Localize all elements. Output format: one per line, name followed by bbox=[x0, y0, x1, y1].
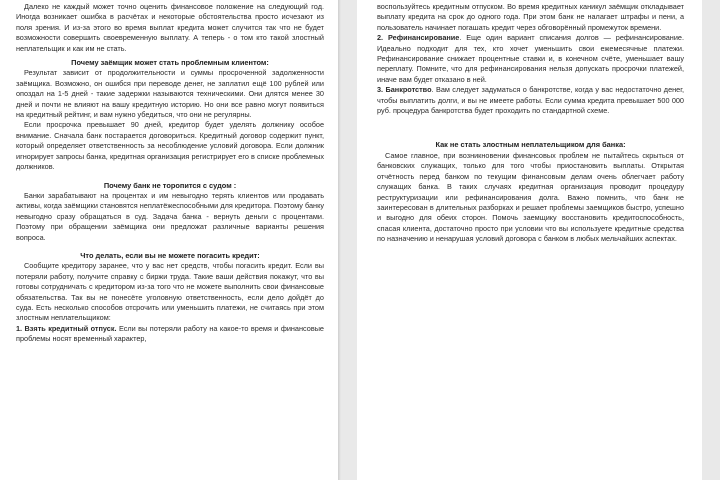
paragraph-credit-holiday-cont: воспользуйтесь кредитным отпуском. Во время кредитных каникул заёмщик откладывает выплату кредита на срок до одного года. При этом банк не налагает штрафы и пени, а пользователь начинает погашать кредит через обговорённый промежуток времени. bbox=[377, 2, 684, 32]
list-item-label: 3. Банкротство bbox=[377, 85, 432, 95]
paragraph-overdue-90-days: Если просрочка превышает 90 дней, кредитор будет уделять должнику особое внимание. Сначала банк постарается договориться. Кредитный договор содержит пункт, который определяет ответственность за несоблюдение условий договора. Если должник игнорирует запросы банка, кредитная организация регистрирует его в списке проблемных должников. bbox=[16, 120, 324, 172]
list-item-text: Если вы потеряли работу на какое-то время и финансовые проблемы носят временный характер, bbox=[16, 323, 324, 344]
document-page-left bbox=[0, 0, 338, 480]
paragraph-overdue-result: Результат зависит от продолжительности и суммы просроченной задолженности заёмщика. Возможно, он ошибся при переводе денег, не заплатил ещё 100 рублей или опоздал на 1-5 дней - такие задержки называются техническими. Они длятся менее 30 дней и почти не влияют на вашу кредитную историю. Но они все равно могут появиться на кредитный рейтинг, и вам нужно убедиться, что они не регулярны. bbox=[16, 68, 324, 120]
list-item-bankruptcy bbox=[377, 85, 684, 116]
heading-problem-client: Почему заёмщик может стать проблемным клиентом: bbox=[71, 58, 269, 68]
paragraph-main-advice: Самое главное, при возникновении финансовых проблем не пытайтесь скрыться от банковских служащих, только для того чтобы приостановить выплаты. Открытая отчётность перед банком по текущим финансовым делам очень облегчает работу служащих банка. В таких случаях кредитная организация проводит процедуру реструктуризации или рефинансирования долга. Важно помнить, что банк не заинтересован в длительных разборках и решает проблемы заемщиков быстро, успешно и выгодно для обеих сторон. Помочь заемщику восстановить кредитоспособность, спасая клиента, достаточно просто при условии что вы используете кредитные средства по назначению и ненарушая условий договора с банком в любых мельчайших аспектах. bbox=[377, 150, 684, 244]
paragraph-inform-creditor: Сообщите кредитору заранее, что у вас нет средств, чтобы погасить кредит. Если вы потеряли работу, получите справку с биржи труда. Такие ваши действия покажут, что вы готовы сотрудничать с кредитором из-за того что не можете выполнить свои финансовые обязательства. Так вы не понесёте уголовную ответственность, если дело дойдёт до суда. Есть несколько способов отсрочить или уменьшить платежи, не считаясь при этом злостным неплательщиком: bbox=[16, 261, 324, 323]
intro-paragraph: Далеко не каждый может точно оценить финансовое положение на следующий год. Иногда возникает ошибка в расчётах и некоторые обстоятельства просто исчезают из поля зрения. И из-за этого во время выплат кредита может случится так что не будет возможности совершить своевременную выплату. А теперь - о том кто такой злостный неплательщик и как им не стать. bbox=[16, 2, 324, 53]
heading-bank-court: Почему банк не торопится с судом : bbox=[103, 180, 237, 190]
heading-not-malicious-debtor: Как не стать злостным неплательщиком для банка: bbox=[435, 140, 626, 150]
list-item-label: 1. Взять кредитный отпуск. bbox=[16, 323, 117, 333]
page-gap-shadow bbox=[338, 0, 341, 480]
document-page-right bbox=[357, 0, 702, 480]
list-item-refinancing bbox=[377, 33, 684, 85]
list-item-label: 2. Рефинансирование bbox=[377, 33, 460, 43]
paragraph-bank-interest: Банки зарабатывают на процентах и им невыгодно терять клиентов или продавать активы, когда заёмщики становятся неплатёжеспособными для кредитора. Поэтому банку невыгодно сразу обращаться в суд. Задача банка - вернуть деньги с процентами. Поэтому при обращении заёмщика они предложат различные варианты решения вопроса. bbox=[16, 190, 324, 242]
heading-cannot-repay: Что делать, если вы не можете погасить кредит: bbox=[80, 250, 260, 260]
list-item-text: . Еще один вариант списания долгов — рефинансирование. Идеально подходит для тех, кто хочет уменьшить свои ежемесячные платежи. Рефинансирование снижает процентные ставки и, в конечном счёте, уменьшает вашу переплату. Помните, что для рефинансирования нельзя допускать просрочки платежей, иначе вам будет отказано в ней. bbox=[377, 33, 684, 84]
list-item-text: . Вам следует задуматься о банкротстве, когда у вас недостаточно денег, чтобы выплатить долги, и вы не имеете работы. Если сумма кредита превышает 500 000 руб. процедура банкротства будет проходить по стандартной схеме. bbox=[377, 85, 685, 116]
list-item-credit-holiday bbox=[16, 324, 324, 345]
